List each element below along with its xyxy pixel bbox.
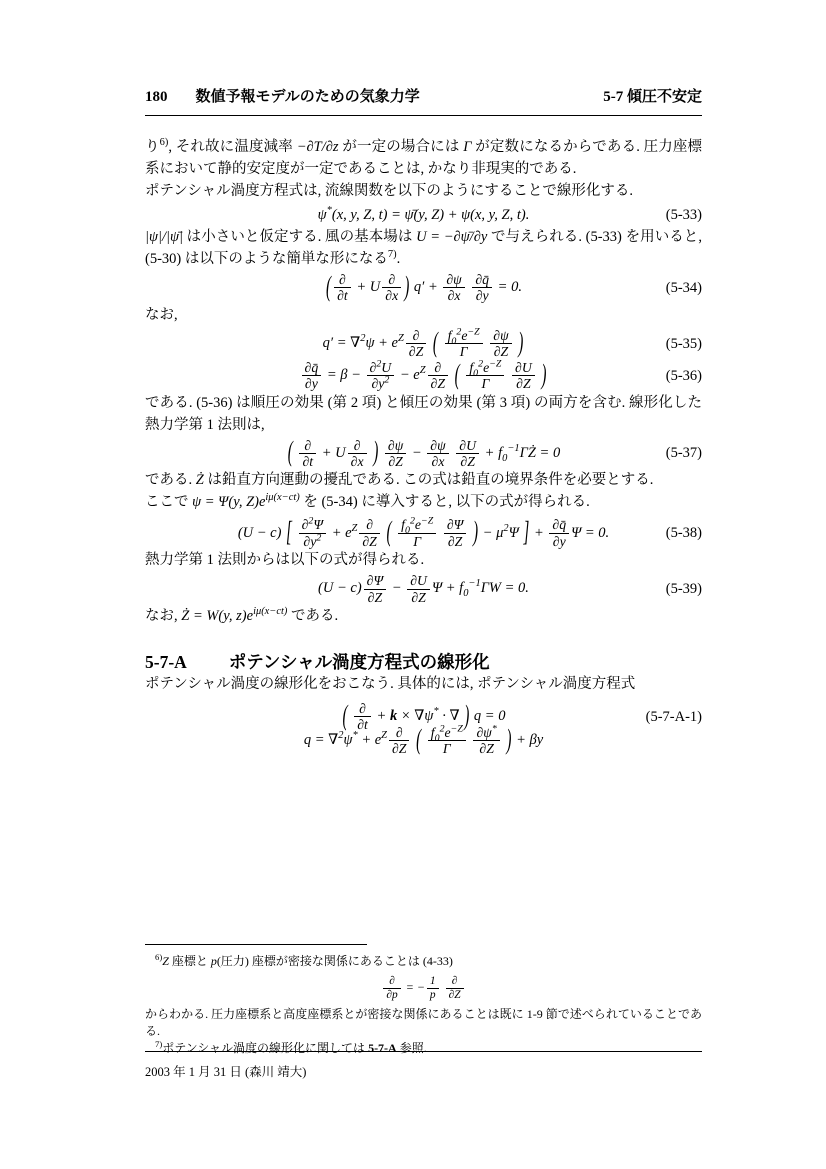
book-title: 数値予報モデルのための気象力学: [195, 89, 420, 105]
equation-5-38: [145, 517, 702, 549]
footnote-rule: [145, 944, 367, 945]
equation-number: (5-7-A-1): [645, 708, 702, 725]
equation-5-34: [145, 272, 702, 304]
equation-number: (5-36): [665, 367, 702, 384]
footnote-7: $^{7)}$ポテンシャル渦度の線形化に関しては 5-7-A 参照.: [155, 1038, 427, 1055]
equation-body: ( ∂ ∂t + k × ∇ψ* · ∇ ) q = 0: [342, 700, 506, 733]
equation-body: (U − c) $\frac{\partial\Psi}{\partial Z}$ − $\frac{\partial U}{\partial Z}$ $\Psi + f_0^{-1}\Gamma W = 0$.: [318, 573, 529, 605]
footnote-6-equation: ∂ ∂p = − $\frac{1}{p}$ ∂ ∂Z: [145, 975, 702, 1002]
equation-body: $q = \nabla^2\psi^* + e^Z$ ∂ ∂Z ( $\frac{f_0^2e^{-Z}}{\Gamma}$ $\frac{\partial\psi^*}{\partial Z}$ ) + βy: [303, 723, 544, 757]
footnotes: [145, 944, 702, 1057]
paragraph: ポテンシャル渦度方程式は, 流線関数を以下のようにすることで線形化する.: [145, 183, 633, 199]
equation-body: ( ∂ ∂t + U ∂ ∂x ) q′ + $\frac{\partial\psi}{\partial x}$ $\frac{\partial q̄}{\partial y}$ = 0.: [326, 271, 522, 304]
equation-body: ψ*(x, y, Z, t) = ψ̄(y, Z) + ψ(x, y, Z, t).: [317, 205, 530, 223]
paragraph: である. Ż は鉛直方向運動の擾乱である. この式は鉛直の境界条件を必要とする.: [145, 472, 654, 489]
equation-number: (5-38): [665, 525, 702, 542]
section-heading-title: ポテンシャル渦度方程式の線形化: [228, 652, 490, 673]
footnote-6: $^{6)}$Z 座標と p(圧力) 座標が密接な関係にあることは (4-33): [155, 952, 453, 968]
paragraph: ポテンシャル渦度の線形化をおこなう. 具体的には, ポテンシャル渦度方程式: [145, 676, 636, 693]
equation-q-definition: [145, 725, 702, 757]
equation-number: (5-35): [665, 335, 702, 352]
paragraph: なお, Ż = W(y, $z)e^{i\mu(x-ct)}$ である.: [145, 606, 339, 625]
equation-5-33: [145, 204, 702, 226]
paragraph: ここで ψ = Ψ(y, $Z)e^{i\mu(x-ct)}$ を (5-34) に導入すると, 以下の式が得られる.: [145, 492, 590, 511]
section-label: 5-7 傾圧不安定: [603, 89, 702, 105]
equation-body: ( ∂ ∂t + U ∂ ∂x ) $\frac{\partial\psi}{\partial Z}$ − $\frac{\partial\psi}{\partial x}$ $\frac{\partial U}{\partial Z}$ + $f_0^{-1}\Gamma Ż = 0$: [287, 436, 561, 469]
equation-5-36: [145, 360, 702, 392]
footnote-6-continued: からわかる. 圧力座標系と高度座標系とが密接な関係にあることは既に 1-9 節で述べられていることである.: [145, 1006, 702, 1038]
equation-number: (5-33): [665, 207, 702, 223]
footer-rule: [145, 1051, 702, 1052]
paragraph: |ψ|/|ψ̄| は小さいと仮定する. 風の基本場は U = −∂ψ̄/∂y で与えられる. (5-33) を用いると, (5-30) は以下のような簡単な形になる$^{7)}$.: [145, 229, 702, 267]
equation-body: (U − c) [ $\frac{\partial^2\Psi}{\partial y^2}$ + $e^Z$ ∂ ∂Z ( $\frac{f_0^2e^{-Z}}{\Gamma}$ $\frac{\partial\Psi}{\partial Z}$ ) − $\mu^2\Psi$ ] + $\frac{\partial q̄}{\partial y}$ Ψ = 0.: [237, 515, 610, 549]
equation-5-35: [145, 328, 702, 360]
section-heading: [145, 651, 702, 673]
section-heading-number: 5-7-A: [145, 652, 187, 673]
paragraph: 熱力学第 1 法則からは以下の式が得られる.: [145, 552, 425, 569]
equation-body: $\frac{\partial q̄}{\partial y}$ = β − $\frac{\partial^2U}{\partial y^2}$ − $e^Z$ ∂ ∂Z ( $\frac{f_0^2e^{-Z}}{\Gamma}$ $\frac{\partial U}{\partial Z}$ ): [300, 367, 548, 383]
equation-number: (5-39): [665, 581, 702, 598]
equation-body: $q' = \nabla^2\psi + e^Z$ ∂ ∂Z ( $\frac{f_0^2e^{-Z}}{\Gamma}$ $\frac{\partial\psi}{\partial Z}$ ): [322, 326, 524, 360]
paragraph: なお,: [145, 306, 178, 323]
equation-5-37: [145, 438, 702, 470]
page-footer: [145, 1051, 702, 1083]
paragraph: である. (5-36) は順圧の効果 (第 2 項) と傾圧の効果 (第 3 項) の両方を含む. 線形化した熱力学第 1 法則は,: [145, 394, 702, 433]
paragraph: り$^{6)}$, それ故に温度減率 −∂T/∂z が一定の場合には Γ が定数になるからである. 圧力座標系において静的安定度が一定であることは, かなり非現実的である.: [145, 137, 702, 177]
page-header: [145, 86, 702, 116]
page-number: 180: [145, 89, 168, 105]
footer-date-author: 2003 年 1 月 31 日 (森川 靖大): [145, 1065, 307, 1079]
equation-number: (5-37): [665, 445, 702, 462]
main-content: [145, 136, 702, 946]
equation-number: (5-34): [665, 279, 702, 296]
equation-5-39: [145, 573, 702, 605]
